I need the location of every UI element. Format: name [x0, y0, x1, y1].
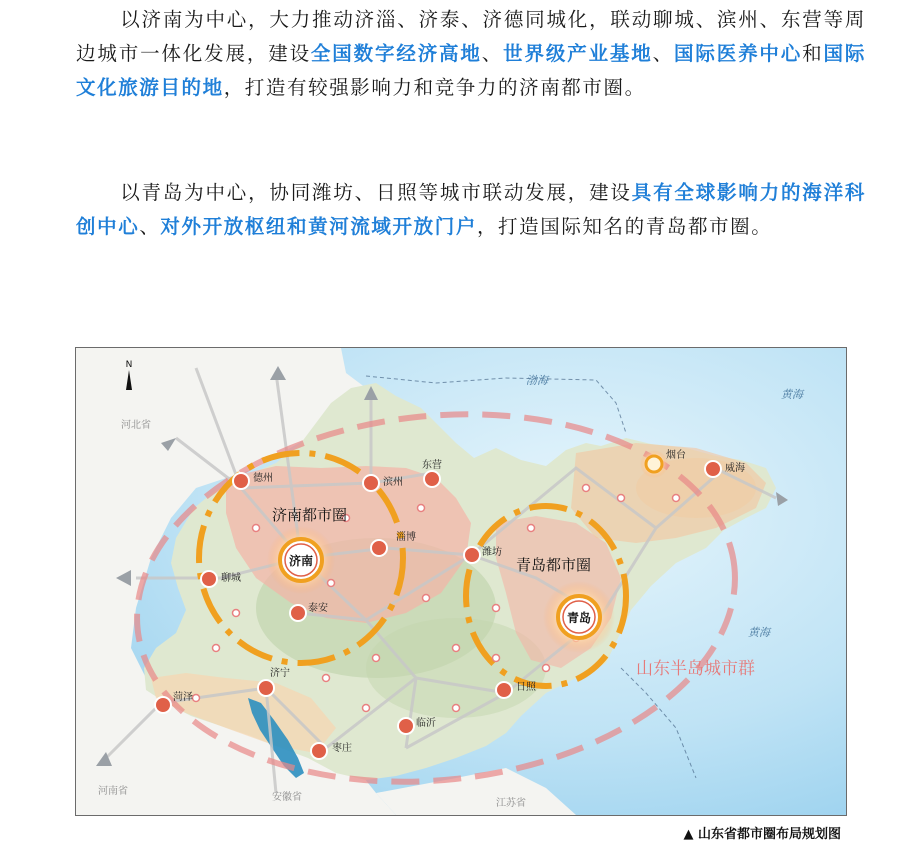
body-text: 、 — [652, 42, 674, 65]
paragraph-qingdao — [76, 176, 866, 244]
city-node-heze — [155, 697, 171, 713]
city-node-linyi — [398, 718, 414, 734]
city-label-heze: 菏泽 — [173, 692, 193, 703]
city-label-zibo: 淄博 — [396, 532, 416, 543]
svg-text:青岛: 青岛 — [566, 611, 592, 625]
sea-label-bohai: 渤海 — [526, 374, 548, 387]
city-label-weihai: 威海 — [725, 463, 745, 474]
highlight-text: 国际文化旅游目的地 — [76, 42, 866, 99]
body-text: 、 — [139, 215, 161, 238]
city-label-rizhao: 日照 — [516, 682, 536, 693]
city-node-jining — [258, 680, 274, 696]
province-label-henan: 河南省 — [98, 786, 128, 797]
city-label-linyi: 临沂 — [416, 718, 436, 729]
sea-label-huanghai-north: 黄海 — [781, 388, 803, 401]
city-node-weihai — [705, 461, 721, 477]
city-node-zaozhuang — [311, 743, 327, 759]
highlight-text: 对外开放枢纽和黄河流域开放门户 — [160, 215, 477, 238]
body-text: ，打造国际知名的青岛都市圈。 — [476, 215, 773, 238]
province-label-jiangsu: 江苏省 — [496, 798, 526, 809]
city-label-jining: 济宁 — [270, 668, 290, 679]
highlight-text: 具有全球影响力的海洋科创中心 — [76, 181, 866, 238]
city-label-zaozhuang: 枣庄 — [332, 743, 352, 754]
city-label-taian: 泰安 — [308, 603, 328, 614]
city-label-binzhou: 滨州 — [383, 477, 403, 488]
region-label-jinan-circle: 济南都市圈 — [272, 506, 348, 524]
body-text: 以青岛为中心，协同潍坊、日照等城市联动发展，建设 — [120, 181, 632, 204]
city-label-dongying: 东营 — [422, 460, 442, 471]
svg-text:济南: 济南 — [288, 554, 314, 568]
city-node-dezhou — [233, 473, 249, 489]
center-jinan — [267, 526, 335, 594]
city-label-weifang: 潍坊 — [482, 547, 502, 558]
body-text: 和 — [802, 42, 824, 65]
city-node-zibo — [371, 540, 387, 556]
city-node-yantai — [646, 456, 662, 472]
highlight-text: 世界级产业基地 — [503, 42, 653, 65]
sea-label-huanghai-south: 黄海 — [748, 626, 770, 639]
paragraph-jinan — [76, 3, 866, 105]
map-caption: ▲ 山东省都市圈布局规划图 — [683, 827, 841, 842]
highlight-text: 全国数字经济高地 — [310, 42, 482, 65]
body-text: ，打造有较强影响力和竞争力的济南都市圈。 — [223, 76, 646, 99]
highlight-text: 国际医养中心 — [674, 42, 803, 65]
province-label-hebei: 河北省 — [121, 420, 151, 431]
body-text: 、 — [481, 42, 504, 65]
city-node-dongying — [424, 471, 440, 487]
body-text: 以济南为中心，大力推动济淄、济泰、济德同城化，联动聊城、滨州、东营等周边城市一体化发展，建设 — [76, 8, 866, 65]
shandong-metro-map — [75, 347, 847, 816]
city-node-binzhou — [363, 475, 379, 491]
region-label-qingdao-circle: 青岛都市圈 — [516, 556, 592, 574]
city-label-liaocheng: 聊城 — [221, 573, 241, 584]
city-node-weifang — [464, 547, 480, 563]
region-label-peninsula-group: 山东半岛城市群 — [636, 659, 755, 679]
city-node-liaocheng — [201, 571, 217, 587]
svg-text:N: N — [125, 360, 133, 370]
city-label-dezhou: 德州 — [253, 473, 273, 484]
city-node-rizhao — [496, 682, 512, 698]
city-node-taian — [290, 605, 306, 621]
center-qingdao — [543, 581, 615, 653]
city-label-yantai: 烟台 — [666, 450, 686, 461]
province-label-anhui: 安徽省 — [272, 792, 302, 803]
